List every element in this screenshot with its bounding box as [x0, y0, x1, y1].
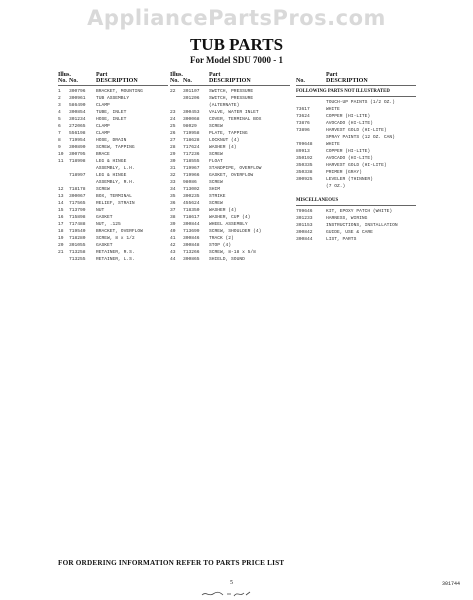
- part-description: FLOAT: [209, 159, 223, 164]
- part-number: 300068: [183, 117, 200, 122]
- part-description: HARNESS, WIRING: [326, 216, 368, 221]
- section-rule: [296, 205, 416, 206]
- part-row: [170, 235, 290, 242]
- header-description: DESCRIPTION: [209, 78, 251, 84]
- part-description: CLAMP: [96, 131, 110, 136]
- watermark: AppliancePartsPros.com: [87, 6, 386, 30]
- illus-number: 2: [58, 96, 61, 101]
- part-description: STOP (4): [209, 243, 232, 248]
- illus-number: 44: [170, 257, 176, 262]
- part-number: 718350: [183, 208, 200, 213]
- header-description: DESCRIPTION: [326, 78, 368, 84]
- part-number: 301234: [69, 117, 86, 122]
- part-number: 300844: [296, 237, 313, 242]
- illus-number: 18: [58, 229, 64, 234]
- part-number: 301206: [183, 96, 200, 101]
- part-description: SPRAY PAINTS (12 OZ. CAN): [326, 135, 395, 140]
- part-description: SCREW: [209, 124, 223, 129]
- section-heading-misc: MISCELLANEOUS: [296, 198, 339, 203]
- part-number: 301233: [296, 216, 313, 221]
- part-description: SCREW, 8 x 1/2: [96, 236, 135, 241]
- part-row: [170, 95, 290, 102]
- part-number: 350338: [296, 170, 313, 175]
- part-row: [296, 141, 416, 148]
- illus-number: 21: [58, 250, 64, 255]
- part-row: [296, 113, 416, 120]
- part-number: 556198: [69, 131, 86, 136]
- part-row: [58, 228, 168, 235]
- part-row: [58, 186, 168, 193]
- part-description: PRIMER (GRAY): [326, 170, 362, 175]
- part-row: [58, 172, 168, 179]
- part-number: 799646: [296, 209, 313, 214]
- part-description: RELIEF, STRAIN: [96, 201, 135, 206]
- part-number: 300854: [69, 110, 86, 115]
- part-description: LIST, PARTS: [326, 237, 357, 242]
- part-row: [296, 215, 416, 222]
- part-row: [170, 221, 290, 228]
- part-number: 301055: [69, 243, 86, 248]
- part-row: [58, 109, 168, 116]
- part-row: [170, 172, 290, 179]
- part-row: [170, 158, 290, 165]
- part-row: [296, 222, 416, 229]
- header-rule: [170, 85, 290, 86]
- part-number: 718998: [69, 159, 86, 164]
- part-description: HARVEST GOLD (HI-LITE): [326, 163, 387, 168]
- part-number: 718628: [183, 138, 200, 143]
- illus-number: 33: [170, 180, 176, 185]
- part-row: [58, 137, 168, 144]
- header-no: No.: [170, 78, 179, 84]
- header-part-no: No.: [183, 78, 192, 84]
- part-description: AVOCADO (HI-LITE): [326, 156, 373, 161]
- part-description: GUIDE, USE & CARE: [326, 230, 373, 235]
- part-description: SWITCH, PRESSURE: [209, 96, 254, 101]
- part-number: 799648: [296, 142, 313, 147]
- part-row: [58, 116, 168, 123]
- part-description: GASKET, OVERFLOW: [209, 173, 254, 178]
- column-1-header: [58, 72, 168, 84]
- part-row: [170, 151, 290, 158]
- part-number: 718997: [69, 173, 86, 178]
- part-row: [58, 200, 168, 207]
- parts-list-2: [170, 88, 290, 263]
- illus-number: 42: [170, 243, 176, 248]
- part-number: 713799: [69, 208, 86, 213]
- part-row: [296, 127, 416, 134]
- part-row: [58, 151, 168, 158]
- part-description: GASKET: [96, 215, 113, 220]
- header-no: No.: [296, 78, 305, 84]
- header-part: Part: [96, 72, 108, 78]
- part-row: [170, 256, 290, 263]
- part-number: 719958: [183, 131, 200, 136]
- part-row: [58, 242, 168, 249]
- illus-number: 19: [58, 236, 64, 241]
- part-row: [170, 193, 290, 200]
- part-number: 713266: [183, 250, 200, 255]
- illus-number: 7: [58, 131, 61, 136]
- illus-number: 8: [58, 138, 61, 143]
- part-description: STANDPIPE, OVERFLOW: [209, 166, 262, 171]
- part-number: 718617: [183, 215, 200, 220]
- illus-number: 9: [58, 145, 61, 150]
- part-description: WASHER (4): [209, 208, 237, 213]
- part-number: 300795: [69, 152, 86, 157]
- part-row: [58, 88, 168, 95]
- part-number: 719967: [183, 166, 200, 171]
- part-number: 98086: [183, 180, 197, 185]
- illus-number: 39: [170, 222, 176, 227]
- part-number: 717488: [69, 222, 86, 227]
- part-description: SHIM: [209, 187, 221, 192]
- part-number: 713258: [69, 250, 86, 255]
- part-description: COPPER (HI-LITE): [326, 149, 371, 154]
- part-row: [58, 130, 168, 137]
- part-number: 300890: [69, 145, 86, 150]
- parts-list-1: [58, 88, 168, 263]
- part-row: [58, 207, 168, 214]
- part-description: SCREW, TAPPING: [96, 145, 135, 150]
- illus-number: 15: [58, 208, 64, 213]
- part-number: 73896: [296, 128, 310, 133]
- part-number: 718280: [69, 236, 86, 241]
- part-description: TRACK (2): [209, 236, 234, 241]
- part-number: 300844: [183, 222, 200, 227]
- part-number: 73617: [296, 107, 310, 112]
- part-row: [170, 228, 290, 235]
- illus-number: 11: [58, 159, 64, 164]
- illus-number: 28: [170, 145, 176, 150]
- part-row: [296, 155, 416, 162]
- part-row: [170, 109, 290, 116]
- part-description: SCREW: [209, 180, 223, 185]
- part-number: 300846: [183, 236, 200, 241]
- part-row: [170, 130, 290, 137]
- part-row: [296, 208, 416, 215]
- part-row: [296, 148, 416, 155]
- part-description: KIT, EPOXY PATCH (WHITE): [326, 209, 393, 214]
- illus-number: 4: [58, 110, 61, 115]
- part-number: 300925: [296, 177, 313, 182]
- part-row: [170, 144, 290, 151]
- part-row: [58, 123, 168, 130]
- part-description: BRACKET, OVERFLOW: [96, 229, 143, 234]
- part-row: [58, 144, 168, 151]
- part-number: 300067: [69, 194, 86, 199]
- part-row: [296, 99, 416, 106]
- header-part: Part: [326, 72, 338, 78]
- part-description: (7 OZ.): [326, 184, 346, 189]
- illus-number: 38: [170, 215, 176, 220]
- part-row: [58, 158, 168, 165]
- part-row: [170, 186, 290, 193]
- part-number: 718555: [183, 159, 200, 164]
- part-description: RETAINER, L.S.: [96, 257, 135, 262]
- part-description: LOCKNUT (4): [209, 138, 240, 143]
- part-number: 717565: [69, 201, 86, 206]
- part-description: BRACE: [96, 152, 110, 157]
- spacer: [296, 190, 416, 197]
- part-description: SCREW, SHOULDER (4): [209, 229, 262, 234]
- illus-number: 10: [58, 152, 64, 157]
- header-rule: [58, 85, 168, 86]
- header-no: No.: [58, 78, 67, 84]
- illus-number: 5: [58, 117, 61, 122]
- part-description: PLATE, TAPPING: [209, 131, 248, 136]
- part-row: [296, 134, 416, 141]
- part-description: NUT: [96, 208, 105, 213]
- part-description: TOUCH-UP PAINTS (1/2 OZ.): [326, 100, 395, 105]
- part-row: [296, 106, 416, 113]
- ordering-footer: FOR ORDERING INFORMATION REFER TO PARTS PRICE LIST: [58, 559, 285, 567]
- parts-list-3a: [296, 99, 416, 190]
- illus-number: 29: [170, 152, 176, 157]
- part-description: (ALTERNATE): [209, 103, 240, 108]
- part-description: TUB ASSEMBLY: [96, 96, 130, 101]
- part-description: HOSE, INLET: [96, 117, 127, 122]
- part-description: SCREW: [96, 187, 110, 192]
- part-row: [58, 214, 168, 221]
- part-row: [170, 179, 290, 186]
- part-number: 300796: [69, 89, 86, 94]
- part-row: [170, 165, 290, 172]
- part-row: [58, 256, 168, 263]
- page-number: 5: [230, 580, 233, 586]
- handwritten-mark: [200, 589, 252, 598]
- part-description: WHEEL ASSEMBLY: [209, 222, 248, 227]
- part-description: SWITCH, PRESSURE: [209, 89, 254, 94]
- part-row: [58, 179, 168, 186]
- part-description: ASSEMBLY, L.H.: [96, 166, 135, 171]
- parts-column-1: [58, 72, 168, 263]
- part-description: VALVE, WATER INLET: [209, 110, 259, 115]
- illus-number: 12: [58, 187, 64, 192]
- page-subtitle: For Model SDU 7000 - 1: [189, 55, 284, 65]
- parts-column-2: [170, 72, 290, 263]
- part-row: [170, 214, 290, 221]
- illus-number: 27: [170, 138, 176, 143]
- part-number: 73624: [296, 114, 310, 119]
- illus-number: 3: [58, 103, 61, 108]
- illus-number: 22: [170, 89, 176, 94]
- part-number: 713255: [69, 257, 86, 262]
- illus-number: 32: [170, 173, 176, 178]
- part-row: [170, 123, 290, 130]
- illus-number: 23: [170, 110, 176, 115]
- part-row: [170, 102, 290, 109]
- part-number: 300865: [183, 257, 200, 262]
- header-illus: Illus.: [58, 72, 71, 78]
- part-description: NUT, .125: [96, 222, 121, 227]
- part-description: BOX, TERMINAL: [96, 194, 132, 199]
- part-number: 719966: [183, 173, 200, 178]
- part-description: GASKET: [96, 243, 113, 248]
- part-number: 272065: [69, 124, 86, 129]
- part-description: AVOCADO (HI-LITE): [326, 121, 373, 126]
- part-row: [296, 236, 416, 243]
- part-row: [170, 249, 290, 256]
- illus-number: 24: [170, 117, 176, 122]
- section-heading-not-illustrated: FOLLOWING PARTS NOT ILLUSTRATED: [296, 89, 390, 94]
- document-code: 301744: [442, 581, 461, 587]
- header-part-no: No.: [69, 78, 78, 84]
- illus-number: 6: [58, 124, 61, 129]
- part-description: TUBE, INLET: [96, 110, 127, 115]
- part-number: 98029: [183, 124, 197, 129]
- illus-number: 43: [170, 250, 176, 255]
- part-row: [170, 242, 290, 249]
- part-row: [296, 120, 416, 127]
- part-description: WASHER, CUP (4): [209, 215, 251, 220]
- part-row: [296, 183, 416, 190]
- part-number: 713002: [183, 187, 200, 192]
- part-row: [170, 207, 290, 214]
- part-description: BRACKET, MOUNTING: [96, 89, 143, 94]
- part-description: COPPER (HI-LITE): [326, 114, 371, 119]
- part-row: [58, 235, 168, 242]
- illus-number: 41: [170, 236, 176, 241]
- column-2-header: [170, 72, 290, 84]
- part-description: WHITE: [326, 107, 340, 112]
- part-number: 73876: [296, 121, 310, 126]
- part-number: 350192: [296, 156, 313, 161]
- part-description: CLAMP: [96, 124, 110, 129]
- part-number: 718178: [69, 187, 86, 192]
- illus-number: 26: [170, 131, 176, 136]
- header-rule: [296, 85, 416, 86]
- header-illus: Illus.: [170, 72, 183, 78]
- column-3-header: [296, 72, 416, 84]
- header-part: Part: [209, 72, 221, 78]
- illus-number: 20: [58, 243, 64, 248]
- part-description: SCREW: [209, 201, 223, 206]
- part-number: 300961: [69, 96, 86, 101]
- parts-list-3b: [296, 208, 416, 243]
- part-number: 717624: [183, 145, 200, 150]
- part-number: 717236: [183, 152, 200, 157]
- illus-number: 31: [170, 166, 176, 171]
- part-description: WASHER (4): [209, 145, 237, 150]
- part-row: [58, 249, 168, 256]
- part-description: HARVEST GOLD (HI-LITE): [326, 128, 387, 133]
- part-description: SCREW: [209, 152, 223, 157]
- part-description: HOSE, DRAIN: [96, 138, 127, 143]
- part-row: [58, 193, 168, 200]
- part-number: 301153: [296, 223, 313, 228]
- part-number: 719954: [69, 138, 86, 143]
- illus-number: 34: [170, 187, 176, 192]
- header-description: DESCRIPTION: [96, 78, 138, 84]
- part-number: 350335: [296, 163, 313, 168]
- part-number: 300235: [183, 194, 200, 199]
- part-number: 719540: [69, 229, 86, 234]
- part-description: LEVELER (THINNER): [326, 177, 373, 182]
- part-row: [58, 221, 168, 228]
- part-row: [58, 165, 168, 172]
- part-number: 300848: [183, 243, 200, 248]
- part-number: 455624: [183, 201, 200, 206]
- part-description: STRIKE: [209, 194, 226, 199]
- part-description: LEG & HINGE: [96, 159, 127, 164]
- illus-number: 17: [58, 222, 64, 227]
- illus-number: 16: [58, 215, 64, 220]
- part-row: [296, 176, 416, 183]
- part-number: 715898: [69, 215, 86, 220]
- part-description: SHIELD, SOUND: [209, 257, 245, 262]
- part-description: CLAMP: [96, 103, 110, 108]
- illus-number: 25: [170, 124, 176, 129]
- illus-number: 13: [58, 194, 64, 199]
- part-description: COVER, TERMINAL BOX: [209, 117, 262, 122]
- part-row: [296, 229, 416, 236]
- part-number: 301107: [183, 89, 200, 94]
- illus-number: 40: [170, 229, 176, 234]
- part-row: [170, 116, 290, 123]
- illus-number: 14: [58, 201, 64, 206]
- part-description: WHITE: [326, 142, 340, 147]
- part-number: 713699: [183, 229, 200, 234]
- part-number: 300842: [296, 230, 313, 235]
- part-row: [170, 200, 290, 207]
- part-description: ASSEMBLY, R.H.: [96, 180, 135, 185]
- page-title: TUB PARTS: [189, 35, 284, 54]
- illus-number: 1: [58, 89, 61, 94]
- part-description: SCREW, 8-18 x 5/8: [209, 250, 256, 255]
- part-description: RETAINER, R.S.: [96, 250, 135, 255]
- part-description: LEG & HINGE: [96, 173, 127, 178]
- part-row: [58, 102, 168, 109]
- part-row: [58, 95, 168, 102]
- illus-number: 30: [170, 159, 176, 164]
- section-rule: [296, 96, 416, 97]
- part-number: 300453: [183, 110, 200, 115]
- part-row: [296, 162, 416, 169]
- part-description: INSTRUCTIONS, INSTALLATION: [326, 223, 398, 228]
- parts-column-3: [296, 72, 416, 243]
- part-row: [296, 169, 416, 176]
- part-number: 89913: [296, 149, 310, 154]
- illus-number: 35: [170, 194, 176, 199]
- part-row: [170, 137, 290, 144]
- part-row: [170, 88, 290, 95]
- illus-number: 37: [170, 208, 176, 213]
- part-number: 586490: [69, 103, 86, 108]
- illus-number: 36: [170, 201, 176, 206]
